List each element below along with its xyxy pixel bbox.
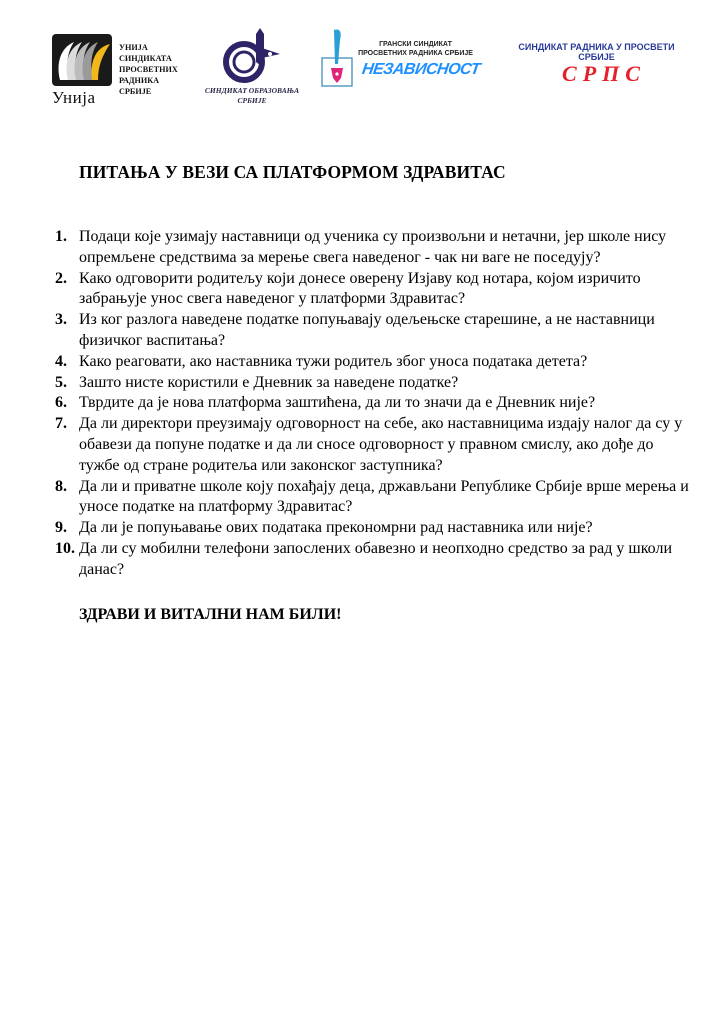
- unija-line: ПРОСВЕТНИХ: [119, 65, 178, 74]
- question-text: Како одговорити родитељу који донесе оверену Изјаву код нотара, којом изричито забрањује унос свега наведеног у платформи Здравитас?: [79, 269, 641, 308]
- nezavisnost-wordmark: НЕЗАВИСНОСТ: [360, 61, 481, 78]
- question-number: 7.: [55, 415, 67, 433]
- question-item: [0, 352, 694, 373]
- nez-line: ПРОСВЕТНИХ РАДНИКА СРБИЈЕ: [358, 50, 473, 57]
- unija-book-icon: [52, 34, 112, 86]
- question-item: [0, 310, 694, 352]
- question-number: 4.: [55, 352, 67, 370]
- document-title: ПИТАЊА У ВЕЗИ СА ПЛАТФОРМОМ ЗДРАВИТАС: [79, 162, 506, 182]
- nezavisnost-subtitle: [353, 40, 478, 58]
- logo-nezavisnost: [320, 28, 480, 98]
- sos-line: СИНДИКАТ ОБРАЗОВАЊА: [204, 86, 300, 95]
- unija-line: СРБИЈЕ: [119, 87, 152, 96]
- question-number: 10.: [55, 539, 75, 557]
- question-text: Да ли су мобилни телефони запослених обавезно и неопходно средство за рад у школи данас?: [79, 539, 672, 578]
- question-number: 2.: [55, 269, 67, 287]
- unija-line: УНИЈА: [119, 43, 148, 52]
- question-item: [0, 373, 694, 394]
- srps-line: СРБИЈЕ: [578, 52, 615, 62]
- questions-list: [0, 227, 724, 581]
- exclamation-pen-icon: [320, 28, 354, 93]
- question-number: 5.: [55, 373, 67, 391]
- sos-line: СРБИЈЕ: [237, 96, 267, 105]
- question-item: [0, 518, 694, 539]
- unija-line: РАДНИКА: [119, 76, 160, 85]
- question-item: [0, 539, 694, 581]
- question-number: 9.: [55, 519, 67, 537]
- question-number: 3.: [55, 311, 67, 329]
- question-item: [0, 227, 694, 269]
- closing-slogan: ЗДРАВИ И ВИТАЛНИ НАМ БИЛИ!: [79, 606, 342, 623]
- question-text: Да ли је попуњавање ових података прекономрни рад наставника или није?: [79, 519, 593, 537]
- logo-sindikat-obrazovanja: [197, 28, 307, 118]
- question-text: Подаци које узимају наставници од ученика су произвољни и нетачни, јер школе нису опремљене средствима за мерење свега наведеног - чак ни ваге не поседују?: [79, 228, 667, 266]
- question-item: [0, 393, 694, 414]
- question-text: Из ког разлога наведене податке попуњавају одељењске старешине, а не наставници физичког васпитања?: [79, 311, 655, 349]
- srps-name: [484, 42, 709, 62]
- sos-name: [197, 86, 307, 106]
- question-text: Да ли директори преузимају одговорност на себе, ако наставницима издају налог да су у обавези да попуне податке и да ли сносе одговорност у правном смислу, ако дође до тужбе од стране родитеља или законског заступника?: [79, 415, 683, 474]
- logo-unija: [52, 34, 192, 114]
- srps-line: СИНДИКАТ РАДНИКА У ПРОСВЕТИ: [518, 42, 675, 52]
- logo-srps: [484, 42, 709, 92]
- question-text: Зашто нисте користили е Дневник за наведене податке?: [79, 373, 459, 391]
- question-number: 6.: [55, 394, 67, 412]
- question-text: Да ли и приватне школе коју похађају деца, држављани Републике Србије врше мерења и уносе податке на платформу Здравитас?: [79, 477, 689, 516]
- unija-line: СИНДИКАТА: [119, 54, 172, 63]
- unija-name: [119, 42, 178, 97]
- unija-wordmark: Унија: [52, 88, 96, 107]
- question-number: 8.: [55, 477, 67, 495]
- sos-emblem-icon: [222, 28, 284, 89]
- nez-line: ГРАНСКИ СИНДИКАТ: [379, 41, 452, 48]
- question-number: 1.: [55, 228, 67, 245]
- question-item: [0, 414, 694, 476]
- union-logos-header: [0, 28, 724, 118]
- question-item: [0, 269, 694, 311]
- srps-wordmark: СРПС: [562, 61, 646, 86]
- question-item: [0, 477, 694, 519]
- question-text: Како реаговати, ако наставника тужи родитељ због уноса података детета?: [79, 352, 588, 370]
- question-text: Тврдите да је нова платформа заштићена, да ли то значи да е Дневник није?: [79, 394, 596, 412]
